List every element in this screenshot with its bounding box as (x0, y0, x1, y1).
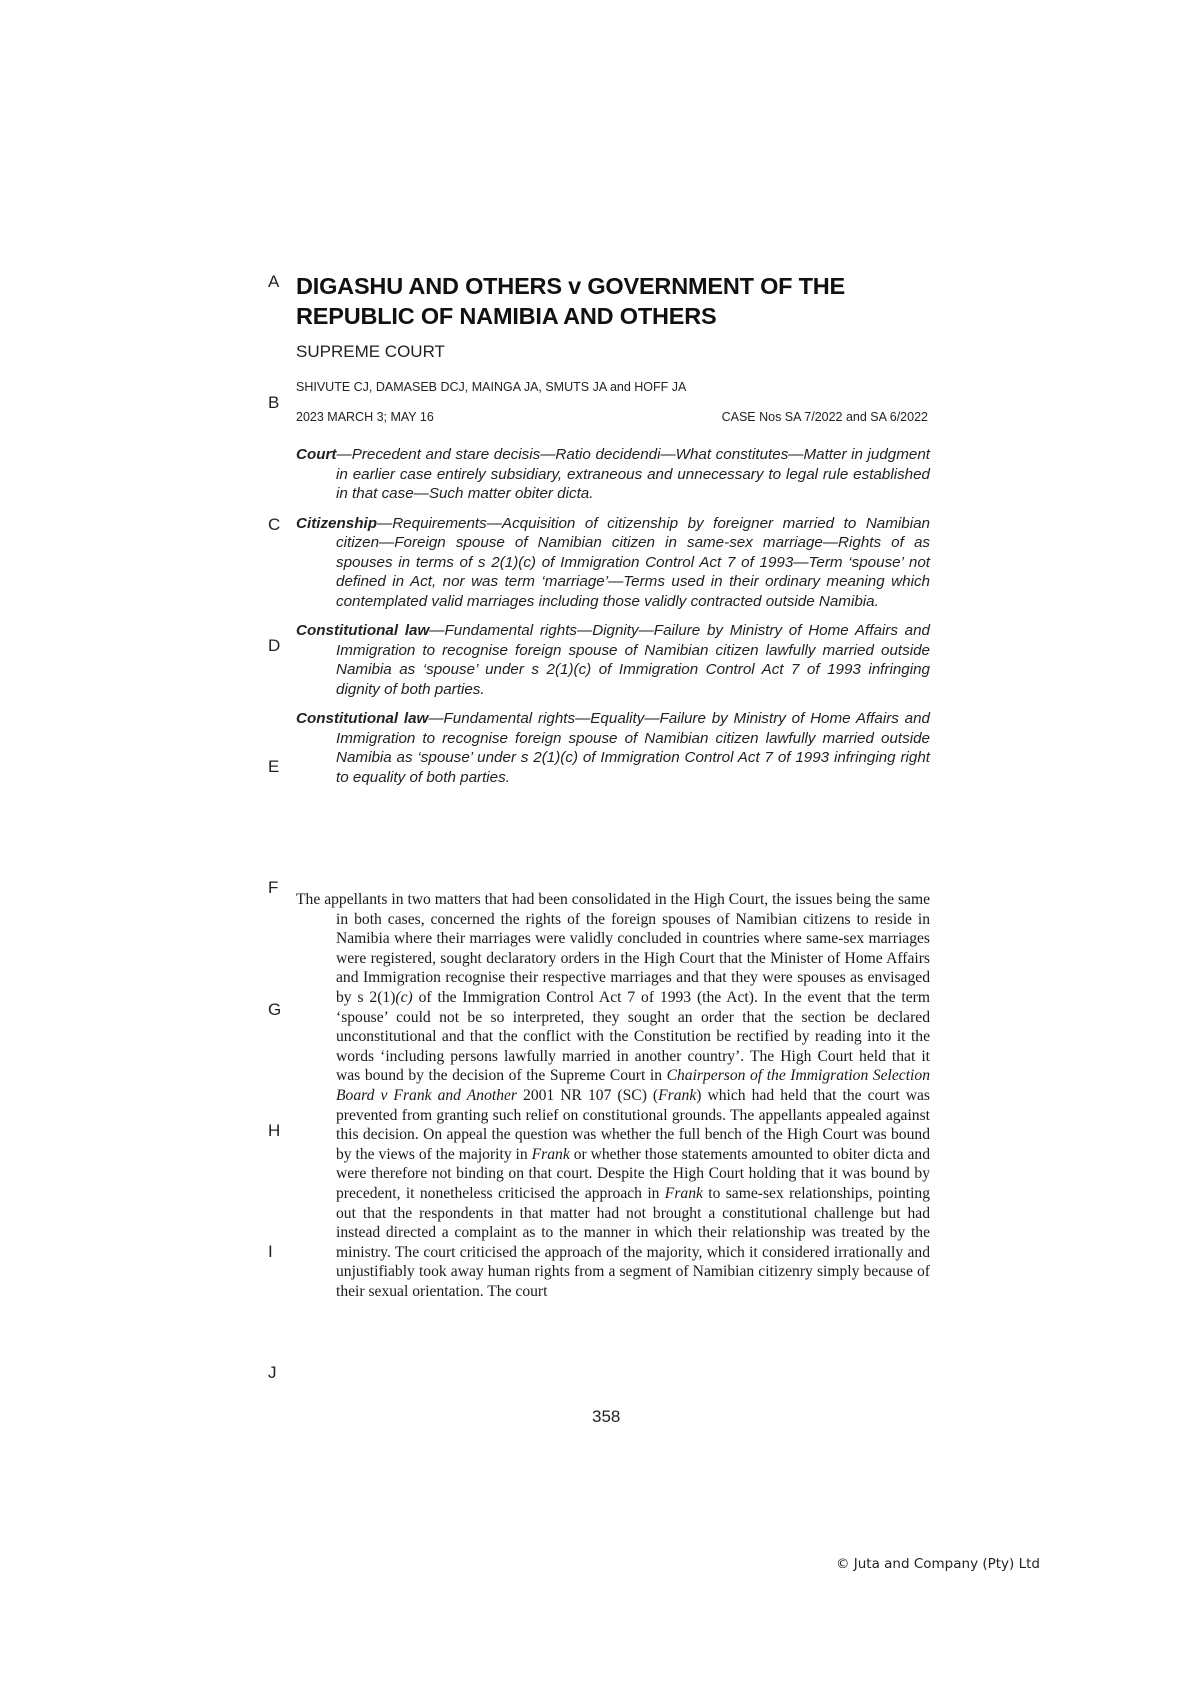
summary-text: or whether those statements amounted to obiter dicta and were therefore not binding on that court. Despite the High Court holding that it was bound by precedent, it nonetheless criticised the approach in (336, 1145, 930, 1202)
court-name: SUPREME COURT (296, 342, 445, 361)
headnote (296, 445, 930, 504)
headnote-subject: Constitutional law (296, 710, 429, 727)
summary-text: ) which had held that the court was prevented from granting such relief on constitutional grounds. The appellants appealed against this decision. On appeal the question was whether the full bench of the High Court was bound by the views of the majority in (336, 1086, 930, 1163)
headnote-text: —Requirements—Acquisition of citizenship by foreigner married to Namibian citizen—Foreign spouse of Namibian citizen in same-sex marriage—Rights of as spouses in terms of s 2(1)(c) of Immigration Control Act 7 of 1993—Term ‘spouse’ not defined in Act, nor was term ‘marriage’—Terms used in their ordinary meaning which contemplated valid marriages including those validly contracted outside Namibia. (336, 514, 930, 610)
headnote (296, 514, 930, 612)
copyright-notice: © Juta and Company (Pty) Ltd (835, 1556, 1040, 1572)
cited-case-short: Frank (664, 1184, 703, 1202)
margin-letter-g: G (268, 1000, 282, 1019)
summary-paragraph (296, 890, 930, 1301)
hearing-dates: 2023 MARCH 3; MAY 16 (296, 410, 434, 424)
case-title-line-2: REPUBLIC OF NAMIBIA AND OTHERS (296, 303, 717, 329)
headnote (296, 709, 930, 787)
headnote-subject: Citizenship (296, 514, 378, 532)
case-title (296, 271, 936, 331)
cited-case-short: Frank (531, 1145, 570, 1163)
summary-text: to same-sex relationships, pointing out that the respondents in that matter had not brought a constitutional challenge but had instead directed a complaint as to the manner in which their relationship was treated by the ministry. The court criticised the approach of the majority, which it considered irrationally and unjustifiably took away human rights from a segment of Namibian citizenry simply because of their sexual orientation. The court (336, 1184, 930, 1300)
margin-letter-e: E (268, 757, 280, 776)
headnote-subject: Court (296, 446, 337, 463)
summary-text: of the Immigration Control Act 7 of 1993 (the Act). In the event that the term ‘spouse’ could not be so interpreted, they sought an order that the section be declared unconstitutional and that the conflict with the Constitution be rectified by reading into it the words ‘including persons lawfully married in another country’. The High Court held that it was bound by the decision of the Supreme Court in (336, 988, 930, 1085)
margin-letter-f: F (268, 878, 279, 897)
margin-letter-j: J (268, 1363, 277, 1382)
cited-case-short: Frank (658, 1086, 697, 1104)
case-title-line-1: DIGASHU AND OTHERS v GOVERNMENT OF THE (296, 273, 846, 299)
summary-text: The appellants in two matters that had been consolidated in the High Court, the issues being the same in both cases, concerned the rights of the foreign spouses of Namibian citizens to reside in Namibia where their marriages were validly concluded in countries where same-sex marriages were registered, sought declaratory orders in the High Court that the Minister of Home Affairs and Immigration recognise their respective marriages and that they were spouses as envisaged by s 2(1) (296, 891, 930, 1006)
page-number: 358 (592, 1407, 621, 1426)
headnote (296, 621, 930, 699)
judges-line: SHIVUTE CJ, DAMASEB DCJ, MAINGA JA, SMUTS JA and HOFF JA (296, 380, 687, 394)
summary-text: 2001 NR 107 (SC) ( (516, 1086, 659, 1104)
case-numbers: CASE Nos SA 7/2022 and SA 6/2022 (721, 410, 928, 424)
headnotes (296, 445, 930, 797)
headnote-text: —Fundamental rights—Equality—Failure by Ministry of Home Affairs and Immigration to recognise foreign spouse of Namibian citizen lawfully married outside Namibia as ‘spouse’ under s 2(1)(c) of Immigration Control Act 7 of 1993 infringing right to equality of both parties. (336, 710, 930, 786)
margin-letter-c: C (268, 515, 281, 534)
margin-letter-a: A (268, 272, 280, 291)
summary-italic: (c) (395, 988, 413, 1006)
date-case-line (296, 410, 928, 424)
cited-case-name: Chairperson of the Immigration Selection Board v Frank and Another (336, 1067, 930, 1104)
margin-letter-b: B (268, 393, 280, 412)
headnote-text: —Precedent and stare decisis—Ratio decidendi—What constitutes—Matter in judgment in earlier case entirely subsidiary, extraneous and unnecessary to legal rule established in that case—Such matter obiter dicta. (336, 446, 930, 502)
headnote-subject: Constitutional law (296, 622, 430, 639)
margin-letter-d: D (268, 636, 281, 655)
margin-letter-i: I (268, 1242, 273, 1261)
case-summary (296, 890, 930, 1301)
headnote-text: —Fundamental rights—Dignity—Failure by Ministry of Home Affairs and Immigration to recognise foreign spouse of Namibian citizen lawfully married outside Namibia as ‘spouse’ under s 2(1)(c) of Immigration Control Act 7 of 1993 infringing dignity of both parties. (336, 622, 930, 698)
margin-letter-h: H (268, 1121, 281, 1140)
